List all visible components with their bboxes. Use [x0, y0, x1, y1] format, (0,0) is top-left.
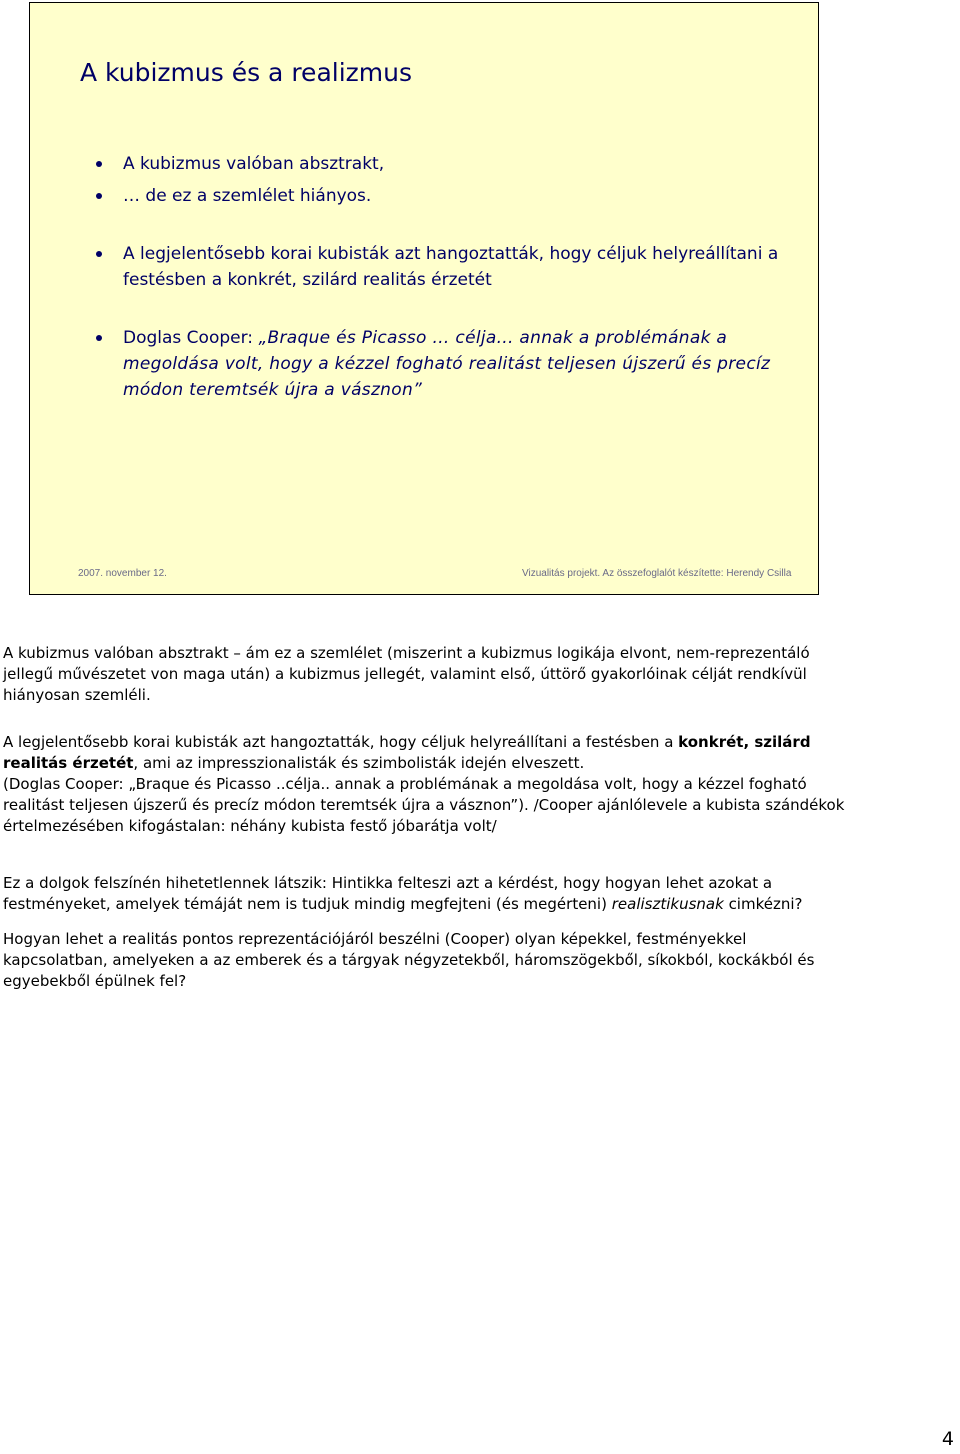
notes-bold-text: konkrét, szilárd realitás érzetét: [3, 733, 811, 772]
bullet-item: [80, 183, 780, 209]
bullet-dot-icon: [96, 193, 102, 199]
slide: [29, 2, 819, 595]
bullet-text: … de ez a szemlélet hiányos.: [123, 186, 372, 206]
notes-italic-text: realisztikusnak: [611, 895, 724, 913]
slide-title: A kubizmus és a realizmus: [80, 58, 412, 87]
bullet-dot-icon: [96, 251, 102, 257]
page-number: 4: [941, 1428, 954, 1450]
speaker-notes: [3, 643, 853, 992]
slide-bullet-list: [80, 151, 780, 403]
notes-paragraph: [3, 873, 853, 915]
notes-text: , ami az impresszionalisták és szimbolisták idején elveszett.: [133, 754, 585, 772]
bullet-text: A legjelentősebb korai kubisták azt hangoztatták, hogy céljuk helyreállítani a festésben a konkrét, szilárd realitás érzetét: [123, 244, 779, 290]
bullet-item: [80, 325, 780, 403]
bullet-prefix: Doglas Cooper:: [123, 328, 259, 348]
notes-paragraph: Hogyan lehet a realitás pontos reprezentációjáról beszélni (Cooper) olyan képekkel, festményekkel kapcsolatban, amelyeken a az emberek és a tárgyak négyzetekből, háromszögekből, síkokból, kockákból és egyebekből épülnek fel?: [3, 930, 815, 990]
notes-text: Ez a dolgok felszínén hihetetlennek látszik: Hintikka felteszi azt a kérdést, hogy hogyan lehet azokat a festményeket, amelyek témáját nem is tudjuk mindig megfejteni (és megérteni): [3, 874, 773, 913]
bullet-item: [80, 241, 780, 293]
bullet-quote: „Braque és Picasso … célja... annak a problémának a megoldása volt, hogy a kézzel fogható realitást teljesen újszerű és precíz módon teremtsék újra a vásznon”: [123, 328, 771, 400]
notes-paragraph: [3, 732, 853, 774]
bullet-item: [80, 151, 780, 177]
notes-text: cimkézni?: [723, 895, 803, 913]
bullet-dot-icon: [96, 335, 102, 341]
notes-paragraph: (Doglas Cooper: „Braque és Picasso ..célja.. annak a problémának a megoldása volt, hogy a kézzel fogható realitást teljesen újszerű és precíz módon teremtsék újra a vásznon”). /Cooper ajánlólevele a kubista szándékok értelmezésében kifogástalan: néhány kubista festő jóbarátja volt/: [3, 775, 845, 835]
slide-footer-date: 2007. november 12.: [78, 568, 167, 579]
bullet-dot-icon: [96, 161, 102, 167]
bullet-text: A kubizmus valóban absztrakt,: [123, 154, 385, 174]
notes-text: A legjelentősebb korai kubisták azt hangoztatták, hogy céljuk helyreállítani a festésben a: [3, 733, 679, 751]
notes-paragraph: A kubizmus valóban absztrakt – ám ez a szemlélet (miszerint a kubizmus logikája elvont, nem-reprezentáló jellegű művészetet von maga után) a kubizmus jellegét, valamint első, úttörő gyakorlóinak célját rendkívül hiányosan szemléli.: [3, 644, 810, 704]
slide-footer-credit: Vizualitás projekt. Az összefoglalót készítette: Herendy Csilla: [522, 568, 792, 579]
